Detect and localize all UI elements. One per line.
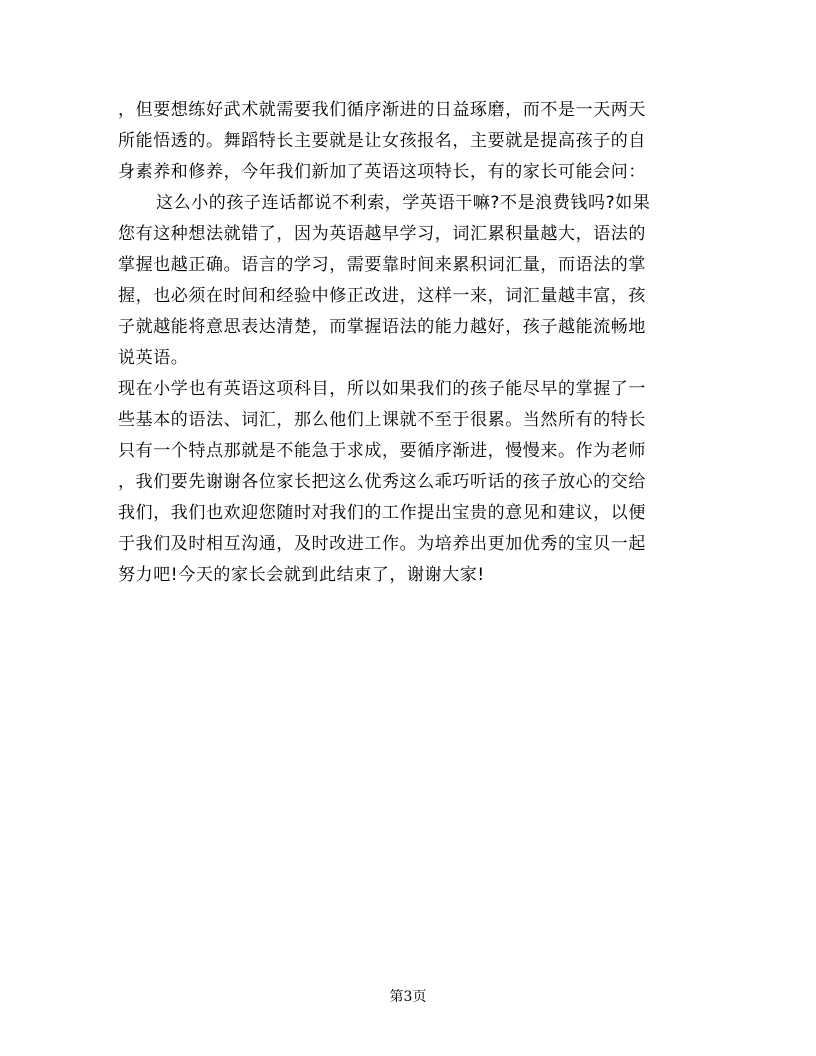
- text-line: 于我们及时相互沟通，及时改进工作。为培养出更加优秀的宝贝一起: [118, 534, 646, 554]
- text-line: 些基本的语法、词汇，那么他们上课就不至于很累。当然所有的特长: [118, 410, 646, 430]
- text-line: 这么小的孩子连话都说不利索，学英语干嘛?不是浪费钱吗?如果: [156, 193, 651, 213]
- text-line: 我们，我们也欢迎您随时对我们的工作提出宝贵的意见和建议，以便: [118, 503, 646, 523]
- paragraph-1: [118, 95, 696, 188]
- paragraph-3: [118, 374, 696, 591]
- text-line: 子就越能将意思表达清楚，而掌握语法的能力越好，孩子越能流畅地: [118, 317, 646, 337]
- text-line: ，但要想练好武术就需要我们循序渐进的日益琢磨，而不是一天两天: [118, 100, 646, 120]
- text-line: 现在小学也有英语这项科目，所以如果我们的孩子能尽早的掌握了一: [118, 379, 646, 399]
- text-line: 只有一个特点那就是不能急于求成，要循序渐进，慢慢来。作为老师: [118, 441, 646, 461]
- text-line: 身素养和修养，今年我们新加了英语这项特长，有的家长可能会问：: [118, 162, 646, 182]
- text-line: 掌握也越正确。语言的学习，需要靠时间来累积词汇量，而语法的掌: [118, 255, 646, 275]
- paragraph-2: [118, 188, 696, 374]
- page-number: 第3页: [389, 989, 427, 1005]
- text-line: 握，也必须在时间和经验中修正改进，这样一来，词汇量越丰富，孩: [118, 286, 646, 306]
- text-line: 努力吧!今天的家长会就到此结束了，谢谢大家!: [118, 565, 485, 585]
- text-line: ，我们要先谢谢各位家长把这么优秀这么乖巧听话的孩子放心的交给: [118, 472, 646, 492]
- text-line: 您有这种想法就错了，因为英语越早学习，词汇累积量越大，语法的: [118, 224, 646, 244]
- text-line: 说英语。: [118, 348, 189, 368]
- document-body: [118, 95, 696, 591]
- text-line: 所能悟透的。舞蹈特长主要就是让女孩报名，主要就是提高孩子的自: [118, 131, 646, 151]
